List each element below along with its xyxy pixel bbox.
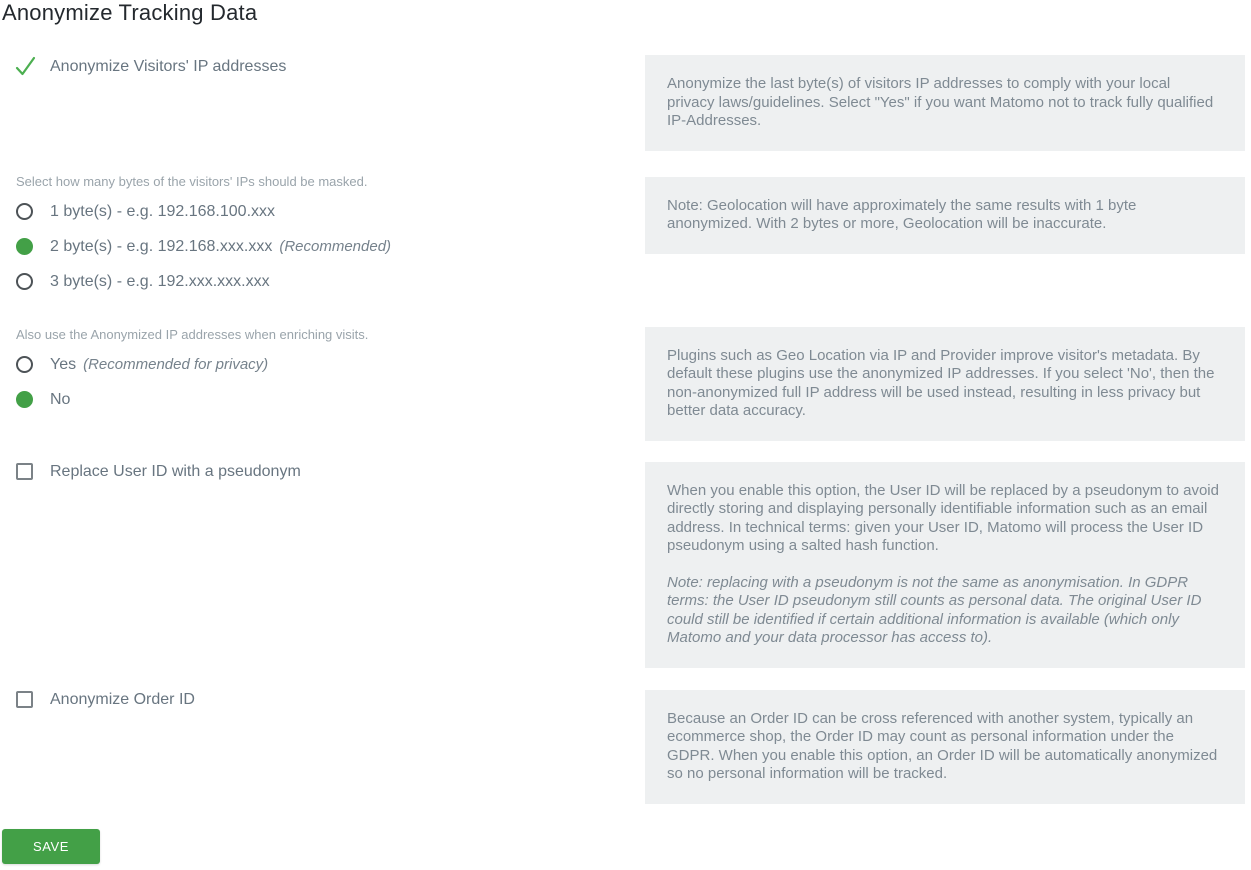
checkbox-icon[interactable]: [16, 691, 33, 708]
pseudonymize-user-id-setting[interactable]: [16, 462, 645, 481]
inline-help-use-anonymized-ip: [645, 327, 1245, 441]
radio-option-label[interactable]: 2 byte(s) - e.g. 192.168.xxx.xxx (Recommended): [50, 237, 392, 255]
radio-button-selected-icon[interactable]: [16, 238, 33, 255]
radio-option-2-bytes[interactable]: [16, 237, 645, 256]
radio-option-no[interactable]: [16, 390, 645, 409]
option-note: (Recommended): [279, 237, 392, 255]
setting-row-use-anonymized-ip: [0, 327, 1251, 441]
page-title: Anonymize Tracking Data: [2, 0, 258, 25]
radio-button-selected-icon[interactable]: [16, 391, 33, 408]
use-anonymized-ip-group-label: Also use the Anonymized IP addresses when enriching visits.: [16, 326, 369, 342]
help-text: Anonymize the last byte(s) of visitors IP addresses to comply with your local privacy laws/guidelines. Select "Yes" if you want Matomo not to track fully qualified IP-Addresses.: [667, 75, 1214, 129]
radio-option-label[interactable]: 1 byte(s) - e.g. 192.168.100.xxx: [50, 202, 276, 220]
help-text: Note: Geolocation will have approximately the same results with 1 byte anonymized. With 2 bytes or more, Geolocation will be inaccurate.: [667, 196, 1137, 232]
inline-help-anonymize-ip: [645, 55, 1245, 151]
option-note: (Recommended for privacy): [83, 355, 269, 373]
radio-option-3-bytes[interactable]: [16, 272, 645, 291]
help-text: When you enable this option, the User ID will be replaced by a pseudonym to avoid directly storing and displaying personally identifiable information such as an email address. In technical terms: given your User ID, Matomo will process the User ID pseudonym using a salted hash function.: [667, 481, 1219, 554]
radio-button-icon[interactable]: [16, 273, 33, 290]
inline-help-pseudonymize-user-id: [645, 462, 1245, 668]
setting-row-anonymize-order-id: [0, 690, 1251, 804]
anonymize-order-id-label[interactable]: Anonymize Order ID: [50, 690, 195, 708]
anonymize-order-id-setting[interactable]: [16, 690, 645, 709]
radio-option-1-byte[interactable]: [16, 202, 645, 221]
inline-help-anonymize-order-id: [645, 690, 1245, 804]
mask-bytes-group-label: Select how many bytes of the visitors' IPs should be masked.: [16, 173, 368, 189]
pseudonymize-user-id-label[interactable]: Replace User ID with a pseudonym: [50, 462, 301, 480]
radio-button-icon[interactable]: [16, 356, 33, 373]
help-note-text: Note: replacing with a pseudonym is not the same as anonymisation. In GDPR terms: the User ID pseudonym still counts as personal data. The original User ID could still be identified if certain additional information is available (which only Matomo and your data processor has access to).: [667, 573, 1202, 646]
save-button[interactable]: SAVE: [2, 829, 100, 864]
anonymize-ip-setting[interactable]: [16, 55, 645, 78]
setting-row-mask-bytes: [0, 174, 1251, 291]
setting-row-anonymize-ip: [0, 55, 1251, 151]
radio-option-yes[interactable]: [16, 355, 645, 374]
help-text: Because an Order ID can be cross referenced with another system, typically an ecommerce shop, the Order ID may count as personal information under the GDPR. When you enable this option, an Order ID will be automatically anonymized so no personal information will be tracked.: [667, 709, 1218, 782]
anonymize-ip-label[interactable]: Anonymize Visitors' IP addresses: [50, 58, 287, 75]
checked-checkbox-icon[interactable]: [14, 55, 37, 78]
radio-option-label[interactable]: 3 byte(s) - e.g. 192.xxx.xxx.xxx: [50, 272, 270, 290]
radio-option-label[interactable]: No: [50, 390, 71, 408]
help-text: Plugins such as Geo Location via IP and Provider improve visitor's metadata. By default these plugins use the anonymized IP addresses. If you select 'No', then the non-anonymized full IP address will be used instead, resulting in less privacy but better data accuracy.: [667, 346, 1215, 419]
checkbox-icon[interactable]: [16, 463, 33, 480]
inline-help-mask-bytes: [645, 177, 1245, 254]
radio-button-icon[interactable]: [16, 203, 33, 220]
radio-option-label[interactable]: Yes (Recommended for privacy): [50, 355, 269, 373]
setting-row-pseudonymize-user-id: [0, 462, 1251, 668]
